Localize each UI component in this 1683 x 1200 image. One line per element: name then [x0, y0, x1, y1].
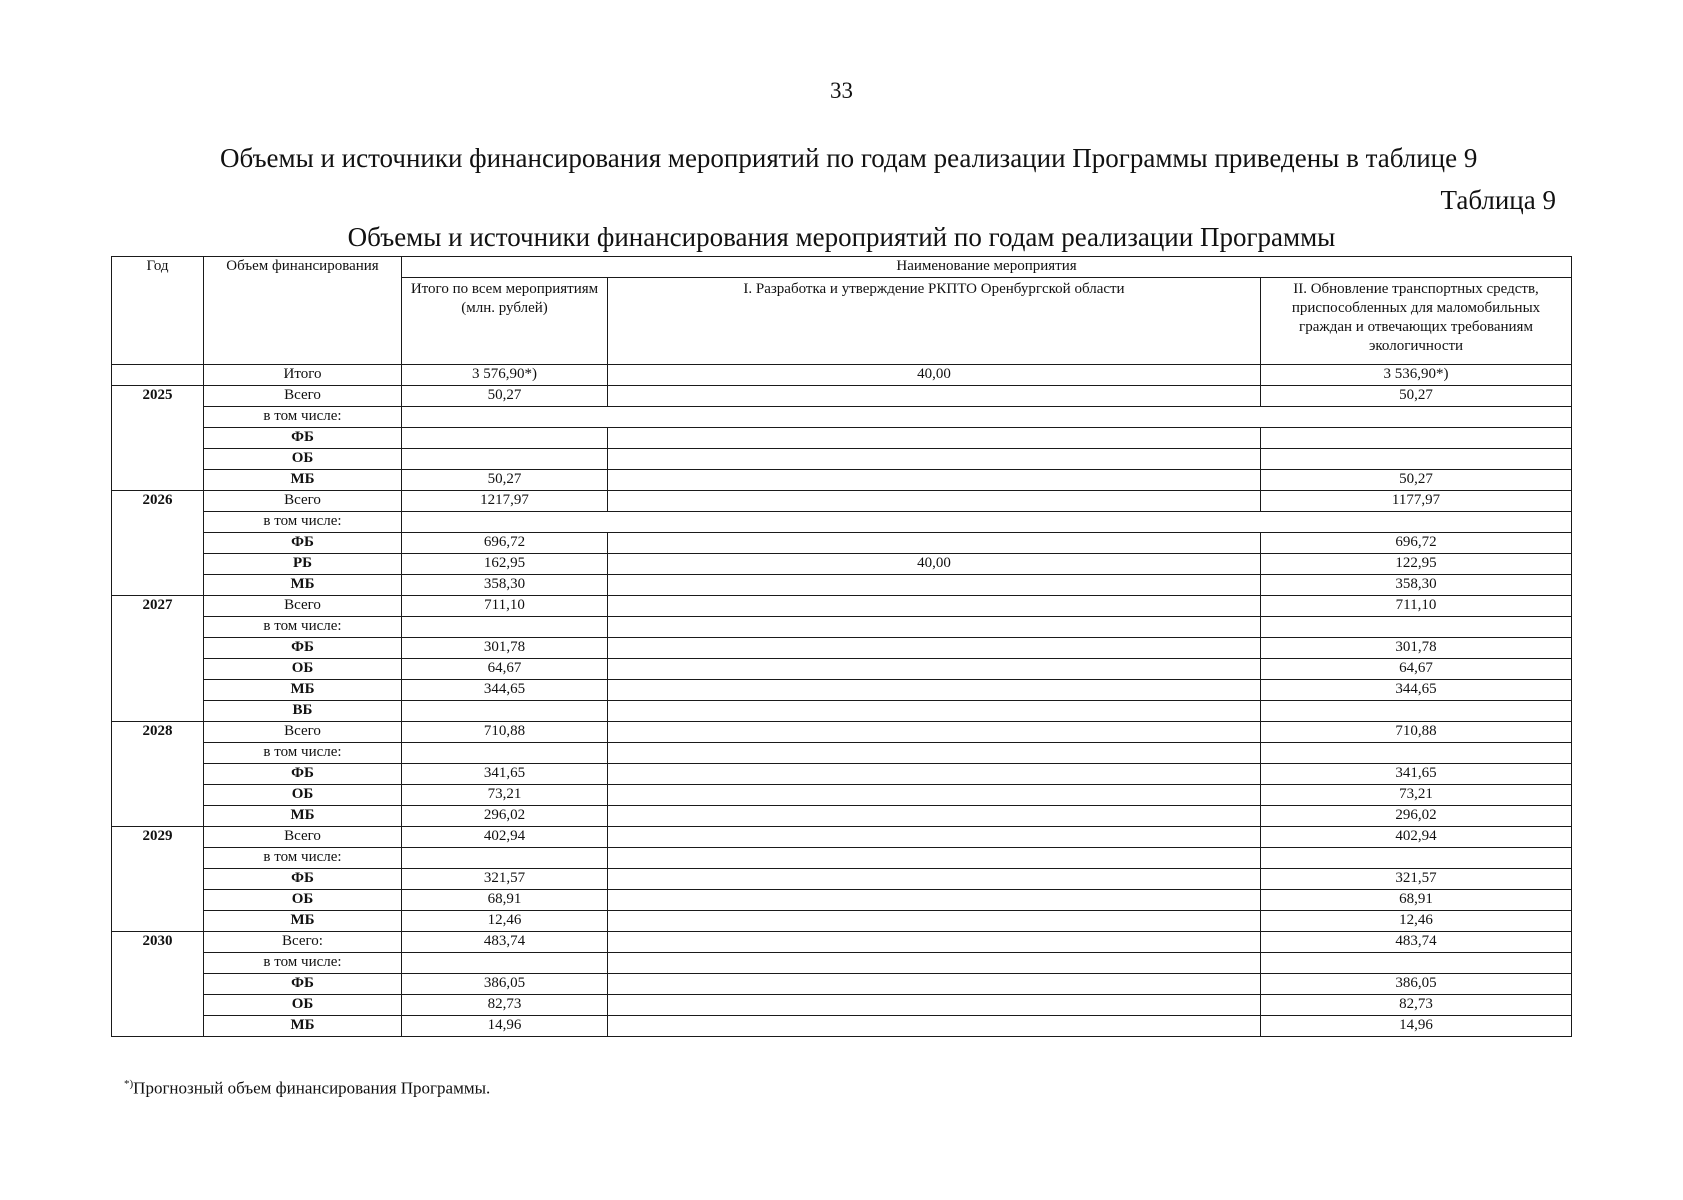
- source-label: МБ: [204, 806, 402, 827]
- source-label: ФБ: [204, 638, 402, 659]
- source-label: ОБ: [204, 659, 402, 680]
- table-row: [112, 764, 1572, 785]
- activity-1-cell: [608, 491, 1261, 512]
- total-cell: [402, 848, 608, 869]
- activity-1-cell: [608, 680, 1261, 701]
- summary-activity-2: 3 536,90*): [1261, 365, 1572, 386]
- activity-2-cell: 402,94: [1261, 827, 1572, 848]
- activity-2-cell: [1261, 449, 1572, 470]
- activity-2-cell: 122,95: [1261, 554, 1572, 575]
- header-volume: Объем финансирования: [204, 257, 402, 365]
- total-cell: [402, 428, 608, 449]
- footnote: [124, 1078, 490, 1099]
- source-label: в том числе:: [204, 953, 402, 974]
- activity-2-cell: [1261, 848, 1572, 869]
- table-row: [112, 827, 1572, 848]
- table-row: [112, 953, 1572, 974]
- activity-2-cell: 68,91: [1261, 890, 1572, 911]
- total-cell: [402, 617, 608, 638]
- activity-2-cell: 710,88: [1261, 722, 1572, 743]
- source-label: ОБ: [204, 785, 402, 806]
- total-cell: [402, 743, 608, 764]
- total-cell: 321,57: [402, 869, 608, 890]
- activity-2-cell: 358,30: [1261, 575, 1572, 596]
- summary-total: 3 576,90*): [402, 365, 608, 386]
- activity-2-cell: [1261, 701, 1572, 722]
- activity-2-cell: 1177,97: [1261, 491, 1572, 512]
- activity-1-cell: [608, 470, 1261, 491]
- total-cell: 344,65: [402, 680, 608, 701]
- activity-1-cell: [608, 701, 1261, 722]
- activity-1-cell: [608, 449, 1261, 470]
- activity-1-cell: [608, 575, 1261, 596]
- activity-2-cell: 73,21: [1261, 785, 1572, 806]
- merged-empty-cell: [402, 512, 1572, 533]
- source-label: в том числе:: [204, 407, 402, 428]
- table-row: [112, 995, 1572, 1016]
- total-cell: 12,46: [402, 911, 608, 932]
- year-cell: 2025: [112, 386, 204, 491]
- activity-1-cell: [608, 890, 1261, 911]
- source-label: Всего: [204, 491, 402, 512]
- activity-1-cell: [608, 974, 1261, 995]
- source-label: в том числе:: [204, 848, 402, 869]
- table-row: [112, 743, 1572, 764]
- source-label: ВБ: [204, 701, 402, 722]
- activity-1-cell: [608, 953, 1261, 974]
- total-cell: 1217,97: [402, 491, 608, 512]
- activity-2-cell: 82,73: [1261, 995, 1572, 1016]
- activity-2-cell: 296,02: [1261, 806, 1572, 827]
- source-label: Всего:: [204, 932, 402, 953]
- activity-1-cell: [608, 638, 1261, 659]
- activity-2-cell: 50,27: [1261, 386, 1572, 407]
- activity-1-cell: [608, 386, 1261, 407]
- header-year: Год: [112, 257, 204, 365]
- table-row: [112, 659, 1572, 680]
- footnote-text: Прогнозный объем финансирования Программы.: [133, 1078, 491, 1098]
- table-row: [112, 617, 1572, 638]
- source-label: Всего: [204, 386, 402, 407]
- year-cell: 2027: [112, 596, 204, 722]
- table-row: [112, 869, 1572, 890]
- source-label: ОБ: [204, 995, 402, 1016]
- total-cell: 50,27: [402, 470, 608, 491]
- activity-2-cell: [1261, 743, 1572, 764]
- table-row: [112, 701, 1572, 722]
- table-row: [112, 554, 1572, 575]
- source-label: ФБ: [204, 428, 402, 449]
- activity-1-cell: [608, 932, 1261, 953]
- table-row: [112, 407, 1572, 428]
- source-label: в том числе:: [204, 512, 402, 533]
- activity-2-cell: 483,74: [1261, 932, 1572, 953]
- source-label: ФБ: [204, 974, 402, 995]
- activity-1-cell: [608, 848, 1261, 869]
- total-cell: 402,94: [402, 827, 608, 848]
- table-row: [112, 512, 1572, 533]
- source-label: ОБ: [204, 449, 402, 470]
- activity-2-cell: 321,57: [1261, 869, 1572, 890]
- activity-1-cell: [608, 806, 1261, 827]
- source-label: МБ: [204, 575, 402, 596]
- activity-1-cell: [608, 533, 1261, 554]
- activity-2-cell: 64,67: [1261, 659, 1572, 680]
- table-row: [112, 1016, 1572, 1037]
- financing-table: [111, 256, 1572, 1037]
- total-cell: 696,72: [402, 533, 608, 554]
- total-cell: 341,65: [402, 764, 608, 785]
- table-row: [112, 911, 1572, 932]
- activity-2-cell: 341,65: [1261, 764, 1572, 785]
- total-cell: 73,21: [402, 785, 608, 806]
- table-row: [112, 848, 1572, 869]
- activity-1-cell: [608, 764, 1261, 785]
- total-cell: 711,10: [402, 596, 608, 617]
- header-total-all: Итого по всем мероприятиям (млн. рублей): [402, 278, 608, 365]
- activity-1-cell: 40,00: [608, 554, 1261, 575]
- table-row: [112, 806, 1572, 827]
- activity-2-cell: 711,10: [1261, 596, 1572, 617]
- table-row: [112, 596, 1572, 617]
- total-cell: 64,67: [402, 659, 608, 680]
- table-row: [112, 491, 1572, 512]
- activity-1-cell: [608, 428, 1261, 449]
- intro-text: Объемы и источники финансирования мероприятий по годам реализации Программы приведены в таблице 9: [220, 143, 1478, 173]
- activity-1-cell: [608, 995, 1261, 1016]
- total-cell: 710,88: [402, 722, 608, 743]
- header-activity-1: I. Разработка и утверждение РКПТО Оренбургской области: [608, 278, 1261, 365]
- activity-2-cell: 14,96: [1261, 1016, 1572, 1037]
- total-cell: 358,30: [402, 575, 608, 596]
- activity-2-cell: [1261, 428, 1572, 449]
- merged-empty-cell: [402, 407, 1572, 428]
- table-label: Таблица 9: [1440, 185, 1556, 215]
- activity-2-cell: 12,46: [1261, 911, 1572, 932]
- header-activity-2: II. Обновление транспортных средств, приспособленных для маломобильных граждан и отвечающих требованиям экологичности: [1261, 278, 1572, 365]
- source-label: Всего: [204, 596, 402, 617]
- table-row: [112, 974, 1572, 995]
- year-cell: 2029: [112, 827, 204, 932]
- total-cell: 296,02: [402, 806, 608, 827]
- table-row: [112, 785, 1572, 806]
- source-label: МБ: [204, 1016, 402, 1037]
- total-cell: [402, 449, 608, 470]
- table-row: [112, 722, 1572, 743]
- total-cell: [402, 953, 608, 974]
- source-label: МБ: [204, 911, 402, 932]
- table-row: [112, 575, 1572, 596]
- header-row-1: [112, 257, 1572, 278]
- total-cell: 301,78: [402, 638, 608, 659]
- summary-row: [112, 365, 1572, 386]
- activity-2-cell: 344,65: [1261, 680, 1572, 701]
- table-row: [112, 533, 1572, 554]
- activity-1-cell: [608, 785, 1261, 806]
- table-row: [112, 932, 1572, 953]
- year-cell: 2030: [112, 932, 204, 1037]
- total-cell: 14,96: [402, 1016, 608, 1037]
- footnote-marker: *): [124, 1078, 134, 1090]
- total-cell: 50,27: [402, 386, 608, 407]
- total-cell: [402, 701, 608, 722]
- activity-1-cell: [608, 659, 1261, 680]
- table-row: [112, 386, 1572, 407]
- activity-1-cell: [608, 743, 1261, 764]
- source-label: в том числе:: [204, 743, 402, 764]
- source-label: ФБ: [204, 533, 402, 554]
- activity-1-cell: [608, 722, 1261, 743]
- source-label: ФБ: [204, 869, 402, 890]
- source-label: в том числе:: [204, 617, 402, 638]
- activity-2-cell: 50,27: [1261, 470, 1572, 491]
- table-title: Объемы и источники финансирования мероприятий по годам реализации Программы: [347, 222, 1336, 252]
- activity-1-cell: [608, 596, 1261, 617]
- table-row: [112, 890, 1572, 911]
- source-label: МБ: [204, 470, 402, 491]
- summary-year-cell: [112, 365, 204, 386]
- table-row: [112, 470, 1572, 491]
- total-cell: 162,95: [402, 554, 608, 575]
- source-label: ОБ: [204, 890, 402, 911]
- table-row: [112, 428, 1572, 449]
- total-cell: 82,73: [402, 995, 608, 1016]
- activity-1-cell: [608, 827, 1261, 848]
- activity-1-cell: [608, 1016, 1261, 1037]
- source-label: РБ: [204, 554, 402, 575]
- source-label: Всего: [204, 722, 402, 743]
- year-cell: 2028: [112, 722, 204, 827]
- summary-label: Итого: [204, 365, 402, 386]
- page-number: 33: [830, 78, 853, 103]
- summary-activity-1: 40,00: [608, 365, 1261, 386]
- table-row: [112, 680, 1572, 701]
- total-cell: 483,74: [402, 932, 608, 953]
- table-row: [112, 449, 1572, 470]
- activity-2-cell: [1261, 617, 1572, 638]
- year-cell: 2026: [112, 491, 204, 596]
- activity-1-cell: [608, 911, 1261, 932]
- source-label: Всего: [204, 827, 402, 848]
- source-label: ФБ: [204, 764, 402, 785]
- header-activity-name: Наименование мероприятия: [402, 257, 1572, 278]
- source-label: МБ: [204, 680, 402, 701]
- activity-2-cell: 301,78: [1261, 638, 1572, 659]
- activity-2-cell: 386,05: [1261, 974, 1572, 995]
- activity-1-cell: [608, 869, 1261, 890]
- total-cell: 68,91: [402, 890, 608, 911]
- activity-2-cell: [1261, 953, 1572, 974]
- activity-2-cell: 696,72: [1261, 533, 1572, 554]
- total-cell: 386,05: [402, 974, 608, 995]
- activity-1-cell: [608, 617, 1261, 638]
- table-row: [112, 638, 1572, 659]
